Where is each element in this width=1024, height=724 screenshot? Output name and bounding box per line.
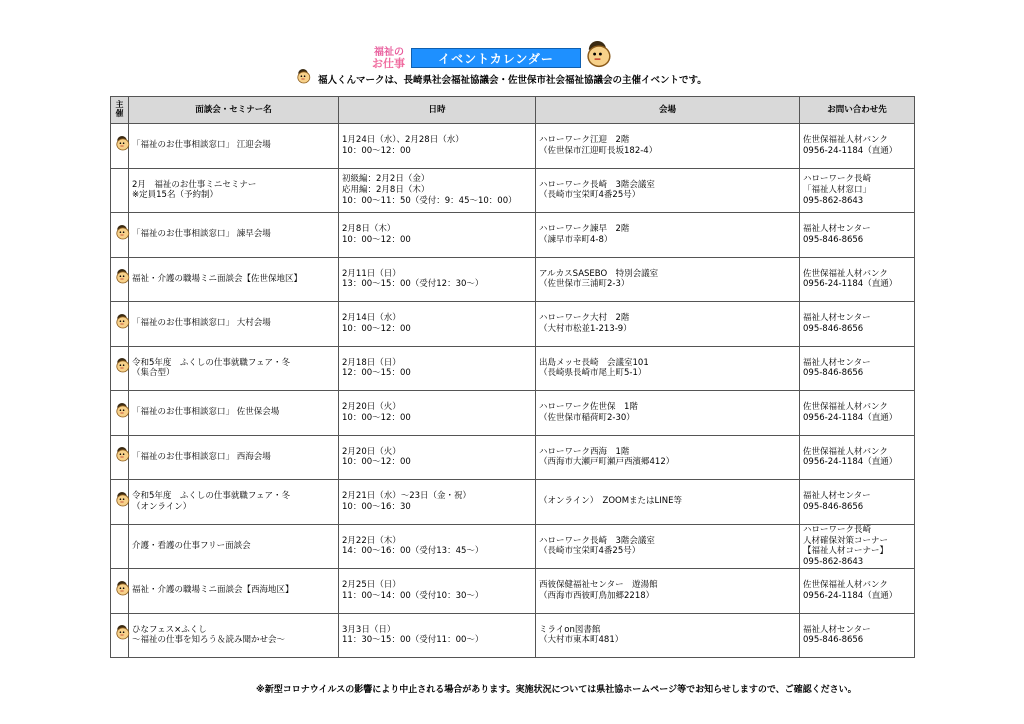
venue-line: （長崎県長崎市尾上町5-1）: [539, 368, 647, 379]
org-cell: [111, 168, 129, 213]
table-row: [111, 613, 915, 658]
contact-line: 0956-24-1184（直通）: [803, 412, 898, 423]
contact-line: 福祉人材センター: [803, 624, 871, 635]
venue-line: ハローワーク西海 1階: [539, 446, 630, 457]
contact-cell: [800, 524, 915, 569]
mascot-icon: [114, 492, 127, 505]
datetime-line: 2月21日（水）～23日（金・祝）: [342, 491, 472, 502]
venue-line: 出島メッセ長崎 会議室101: [539, 357, 649, 368]
datetime-cell: [339, 435, 536, 480]
seminar-name-cell: [129, 613, 339, 658]
contact-line: 095-846-8656: [803, 635, 864, 646]
table-row: [111, 524, 915, 569]
datetime-line: 3月3日（日）: [342, 624, 396, 635]
venue-cell: [536, 613, 800, 658]
contact-line: 佐世保福祉人材バンク: [803, 268, 888, 279]
contact-line: 「福祉人材窓口」: [803, 184, 872, 195]
logo-line-2: お仕事: [372, 57, 405, 70]
seminar-name-cell: [129, 569, 339, 614]
datetime-cell: [339, 346, 536, 391]
org-cell: [111, 435, 129, 480]
table-row: [111, 302, 915, 347]
contact-line: 095-862-8643: [803, 556, 864, 567]
contact-line: ハローワーク長崎: [803, 525, 872, 535]
org-cell: [111, 124, 129, 169]
contact-cell: [800, 569, 915, 614]
table-row: [111, 569, 915, 614]
datetime-cell: [339, 168, 536, 213]
venue-cell: [536, 124, 800, 169]
mascot-icon: [583, 41, 612, 70]
contact-line: 福祉人材センター: [803, 313, 871, 324]
datetime-cell: [339, 480, 536, 525]
table-row: [111, 480, 915, 525]
venue-line: ハローワーク佐世保 1階: [539, 402, 638, 413]
contact-cell: [800, 480, 915, 525]
table-row: [111, 168, 915, 213]
venue-line: ハローワーク長崎 3階会議室: [539, 179, 655, 190]
contact-line: 佐世保福祉人材バンク: [803, 580, 888, 591]
mascot-icon: [114, 314, 127, 327]
mascot-icon: [114, 358, 127, 371]
venue-cell: [536, 168, 800, 213]
datetime-line: 10：00～12：00: [342, 457, 411, 468]
contact-line: 095-846-8656: [803, 368, 864, 379]
venue-cell: [536, 346, 800, 391]
contact-line: 0956-24-1184（直通）: [803, 279, 898, 290]
venue-line: ミライon図書館: [539, 624, 601, 635]
datetime-line: 2月22日（木）: [342, 535, 401, 546]
datetime-line: 12：00～15：00: [342, 368, 411, 379]
seminar-name-line: 「福祉のお仕事相談窓口」 佐世保会場: [132, 407, 280, 418]
venue-line: ハローワーク諫早 2階: [539, 224, 630, 235]
datetime-line: 2月11日（日）: [342, 268, 401, 279]
venue-line: （長崎市宝栄町4番25号）: [539, 190, 641, 201]
mascot-icon: [114, 447, 127, 460]
venue-line: （オンライン） ZOOMまたはLINE等: [539, 496, 683, 507]
mascot-icon: [114, 136, 127, 149]
seminar-name-cell: [129, 435, 339, 480]
subtitle: 福人くんマークは、長崎県社会福祉協議会・佐世保市社会福祉協議会の主催イベントです。: [318, 75, 707, 86]
org-cell: [111, 257, 129, 302]
org-cell: [111, 480, 129, 525]
datetime-line: 1月24日（水）、2月28日（水）: [342, 135, 464, 146]
org-cell: [111, 524, 129, 569]
table-row: [111, 257, 915, 302]
venue-line: （佐世保市江迎町長坂182-4）: [539, 145, 658, 156]
venue-line: （大村市松並1-213-9）: [539, 323, 632, 334]
contact-cell: [800, 168, 915, 213]
datetime-line: 10：00～11：50（受付：9：45～10：00）: [342, 195, 517, 206]
contact-line: 佐世保福祉人材バンク: [803, 402, 888, 413]
seminar-name-line: 2月 福祉のお仕事ミニセミナー: [132, 179, 257, 190]
org-cell: [111, 569, 129, 614]
seminar-name-cell: [129, 257, 339, 302]
datetime-cell: [339, 391, 536, 436]
org-cell: [111, 346, 129, 391]
datetime-line: 10：00～12：00: [342, 323, 411, 334]
datetime-cell: [339, 524, 536, 569]
seminar-name-line: ひなフェス×ふくし: [132, 624, 207, 635]
datetime-line: 10：00～16：30: [342, 501, 411, 512]
datetime-line: 11：30～15：00（受付11：00～）: [342, 635, 484, 646]
venue-line: （佐世保市三浦町2-3）: [539, 279, 630, 290]
datetime-line: 2月8日（木）: [342, 224, 396, 235]
org-cell: [111, 213, 129, 258]
datetime-line: 10：00～12：00: [342, 145, 411, 156]
contact-line: 095-846-8656: [803, 234, 864, 245]
subtitle-row: [295, 71, 707, 87]
datetime-cell: [339, 302, 536, 347]
contact-line: 福祉人材センター: [803, 224, 871, 235]
table-row: [111, 124, 915, 169]
datetime-line: 初級編：2月2日（金）: [342, 174, 430, 185]
seminar-name-cell: [129, 213, 339, 258]
mascot-icon: [114, 225, 127, 238]
seminar-name-cell: [129, 124, 339, 169]
contact-cell: [800, 435, 915, 480]
contact-line: 0956-24-1184（直通）: [803, 590, 898, 601]
contact-cell: [800, 391, 915, 436]
mascot-icon: [114, 403, 127, 416]
seminar-name-line: ～福祉の仕事を知ろう＆読み聞かせ会～: [132, 635, 286, 646]
contact-line: 095-862-8643: [803, 195, 864, 206]
contact-line: 【福祉人材コーナー】: [803, 546, 889, 557]
venue-line: （西海市大瀬戸町瀬戸西濱郷412）: [539, 457, 675, 468]
venue-line: （諫早市幸町4-8）: [539, 234, 613, 245]
logo-line-1: 福祉の: [374, 47, 404, 58]
contact-cell: [800, 613, 915, 658]
seminar-name-cell: [129, 346, 339, 391]
venue-cell: [536, 435, 800, 480]
header-org: 主 催: [111, 97, 129, 124]
venue-line: アルカスSASEBO 特別会議室: [539, 268, 659, 279]
table-row: [111, 391, 915, 436]
seminar-name-line: （オンライン）: [132, 501, 192, 512]
table-row: [111, 435, 915, 480]
contact-line: 福祉人材センター: [803, 491, 871, 502]
contact-line: 佐世保福祉人材バンク: [803, 446, 888, 457]
header-contact: お問い合わせ先: [800, 97, 915, 124]
header-venue: 会場: [536, 97, 800, 124]
datetime-line: 10：00～12：00: [342, 412, 411, 423]
seminar-name-cell: [129, 524, 339, 569]
contact-line: 0956-24-1184（直通）: [803, 145, 898, 156]
venue-line: ハローワーク大村 2階: [539, 313, 630, 324]
contact-cell: [800, 302, 915, 347]
datetime-line: 14：00～16：00（受付13：45～）: [342, 546, 484, 557]
contact-cell: [800, 346, 915, 391]
mascot-icon: [295, 69, 311, 85]
datetime-cell: [339, 213, 536, 258]
venue-line: ハローワーク江迎 2階: [539, 135, 630, 146]
header-seminar: 面談会・セミナー名: [129, 97, 339, 124]
datetime-line: 2月14日（水）: [342, 313, 401, 324]
seminar-name-line: 「福祉のお仕事相談窓口」 西海会場: [132, 451, 271, 462]
venue-cell: [536, 569, 800, 614]
contact-cell: [800, 213, 915, 258]
mascot-icon: [114, 625, 127, 638]
contact-line: 0956-24-1184（直通）: [803, 457, 898, 468]
mascot-icon: [114, 269, 127, 282]
footnote: ※新型コロナウイルスの影響により中止される場合があります。実施状況については県社協ホームページ等でお知らせしますので、ご確認ください。: [256, 685, 857, 695]
contact-line: 佐世保福祉人材バンク: [803, 135, 888, 146]
seminar-name-line: 令和5年度 ふくしの仕事就職フェア・冬: [132, 357, 290, 368]
venue-cell: [536, 524, 800, 569]
datetime-cell: [339, 257, 536, 302]
seminar-name-line: 「福祉のお仕事相談窓口」 大村会場: [132, 318, 271, 329]
table-row: [111, 346, 915, 391]
venue-cell: [536, 213, 800, 258]
page-header: [0, 41, 1024, 91]
table-header-row: [111, 97, 915, 124]
venue-line: （大村市東本町481）: [539, 635, 624, 646]
venue-line: （長崎市宝栄町4番25号）: [539, 546, 641, 557]
org-cell: [111, 391, 129, 436]
venue-line: 西彼保健福祉センター 遊湯館: [539, 580, 658, 591]
table-row: [111, 213, 915, 258]
venue-cell: [536, 257, 800, 302]
datetime-line: 13：00～15：00（受付12：30～）: [342, 279, 484, 290]
contact-line: 福祉人材センター: [803, 357, 871, 368]
seminar-name-cell: [129, 302, 339, 347]
venue-cell: [536, 480, 800, 525]
seminar-name-line: 令和5年度 ふくしの仕事就職フェア・冬: [132, 491, 290, 502]
datetime-line: 2月20日（火）: [342, 402, 401, 413]
seminar-name-line: 福祉・介護の職場ミニ面談会【西海地区】: [132, 585, 294, 596]
event-table: [110, 96, 915, 658]
seminar-name-cell: [129, 480, 339, 525]
contact-line: 人材確保対策コーナー: [803, 535, 889, 546]
datetime-line: 2月18日（日）: [342, 357, 401, 368]
datetime-line: 11：00～14：00（受付10：30～）: [342, 590, 484, 601]
contact-cell: [800, 257, 915, 302]
contact-line: 095-846-8656: [803, 323, 864, 334]
datetime-cell: [339, 613, 536, 658]
datetime-line: 2月25日（日）: [342, 580, 401, 591]
contact-cell: [800, 124, 915, 169]
seminar-name-line: 「福祉のお仕事相談窓口」 江迎会場: [132, 140, 271, 151]
venue-line: （佐世保市稲荷町2-30）: [539, 412, 635, 423]
page-title: イベントカレンダー: [411, 48, 581, 68]
mascot-icon: [114, 581, 127, 594]
org-cell: [111, 613, 129, 658]
contact-line: 095-846-8656: [803, 501, 864, 512]
seminar-name-line: （集合型）: [132, 368, 175, 379]
datetime-line: 応用編：2月8日（木）: [342, 184, 430, 195]
seminar-name-line: 介護・看護の仕事フリー面談会: [132, 540, 251, 551]
venue-cell: [536, 391, 800, 436]
datetime-line: 2月20日（火）: [342, 446, 401, 457]
venue-line: ハローワーク長崎 3階会議室: [539, 535, 655, 546]
datetime-cell: [339, 569, 536, 614]
seminar-name-cell: [129, 168, 339, 213]
datetime-line: 10：00～12：00: [342, 234, 411, 245]
header-datetime: 日時: [339, 97, 536, 124]
contact-line: ハローワーク長崎: [803, 174, 872, 185]
org-cell: [111, 302, 129, 347]
venue-line: （西海市西彼町鳥加郷2218）: [539, 590, 655, 601]
seminar-name-line: 福祉・介護の職場ミニ面談会【佐世保地区】: [132, 273, 303, 284]
seminar-name-line: ※定員15名（予約制）: [132, 190, 218, 201]
datetime-cell: [339, 124, 536, 169]
venue-cell: [536, 302, 800, 347]
fukushi-logo: [372, 43, 408, 71]
seminar-name-line: 「福祉のお仕事相談窓口」 諫早会場: [132, 229, 271, 240]
seminar-name-cell: [129, 391, 339, 436]
